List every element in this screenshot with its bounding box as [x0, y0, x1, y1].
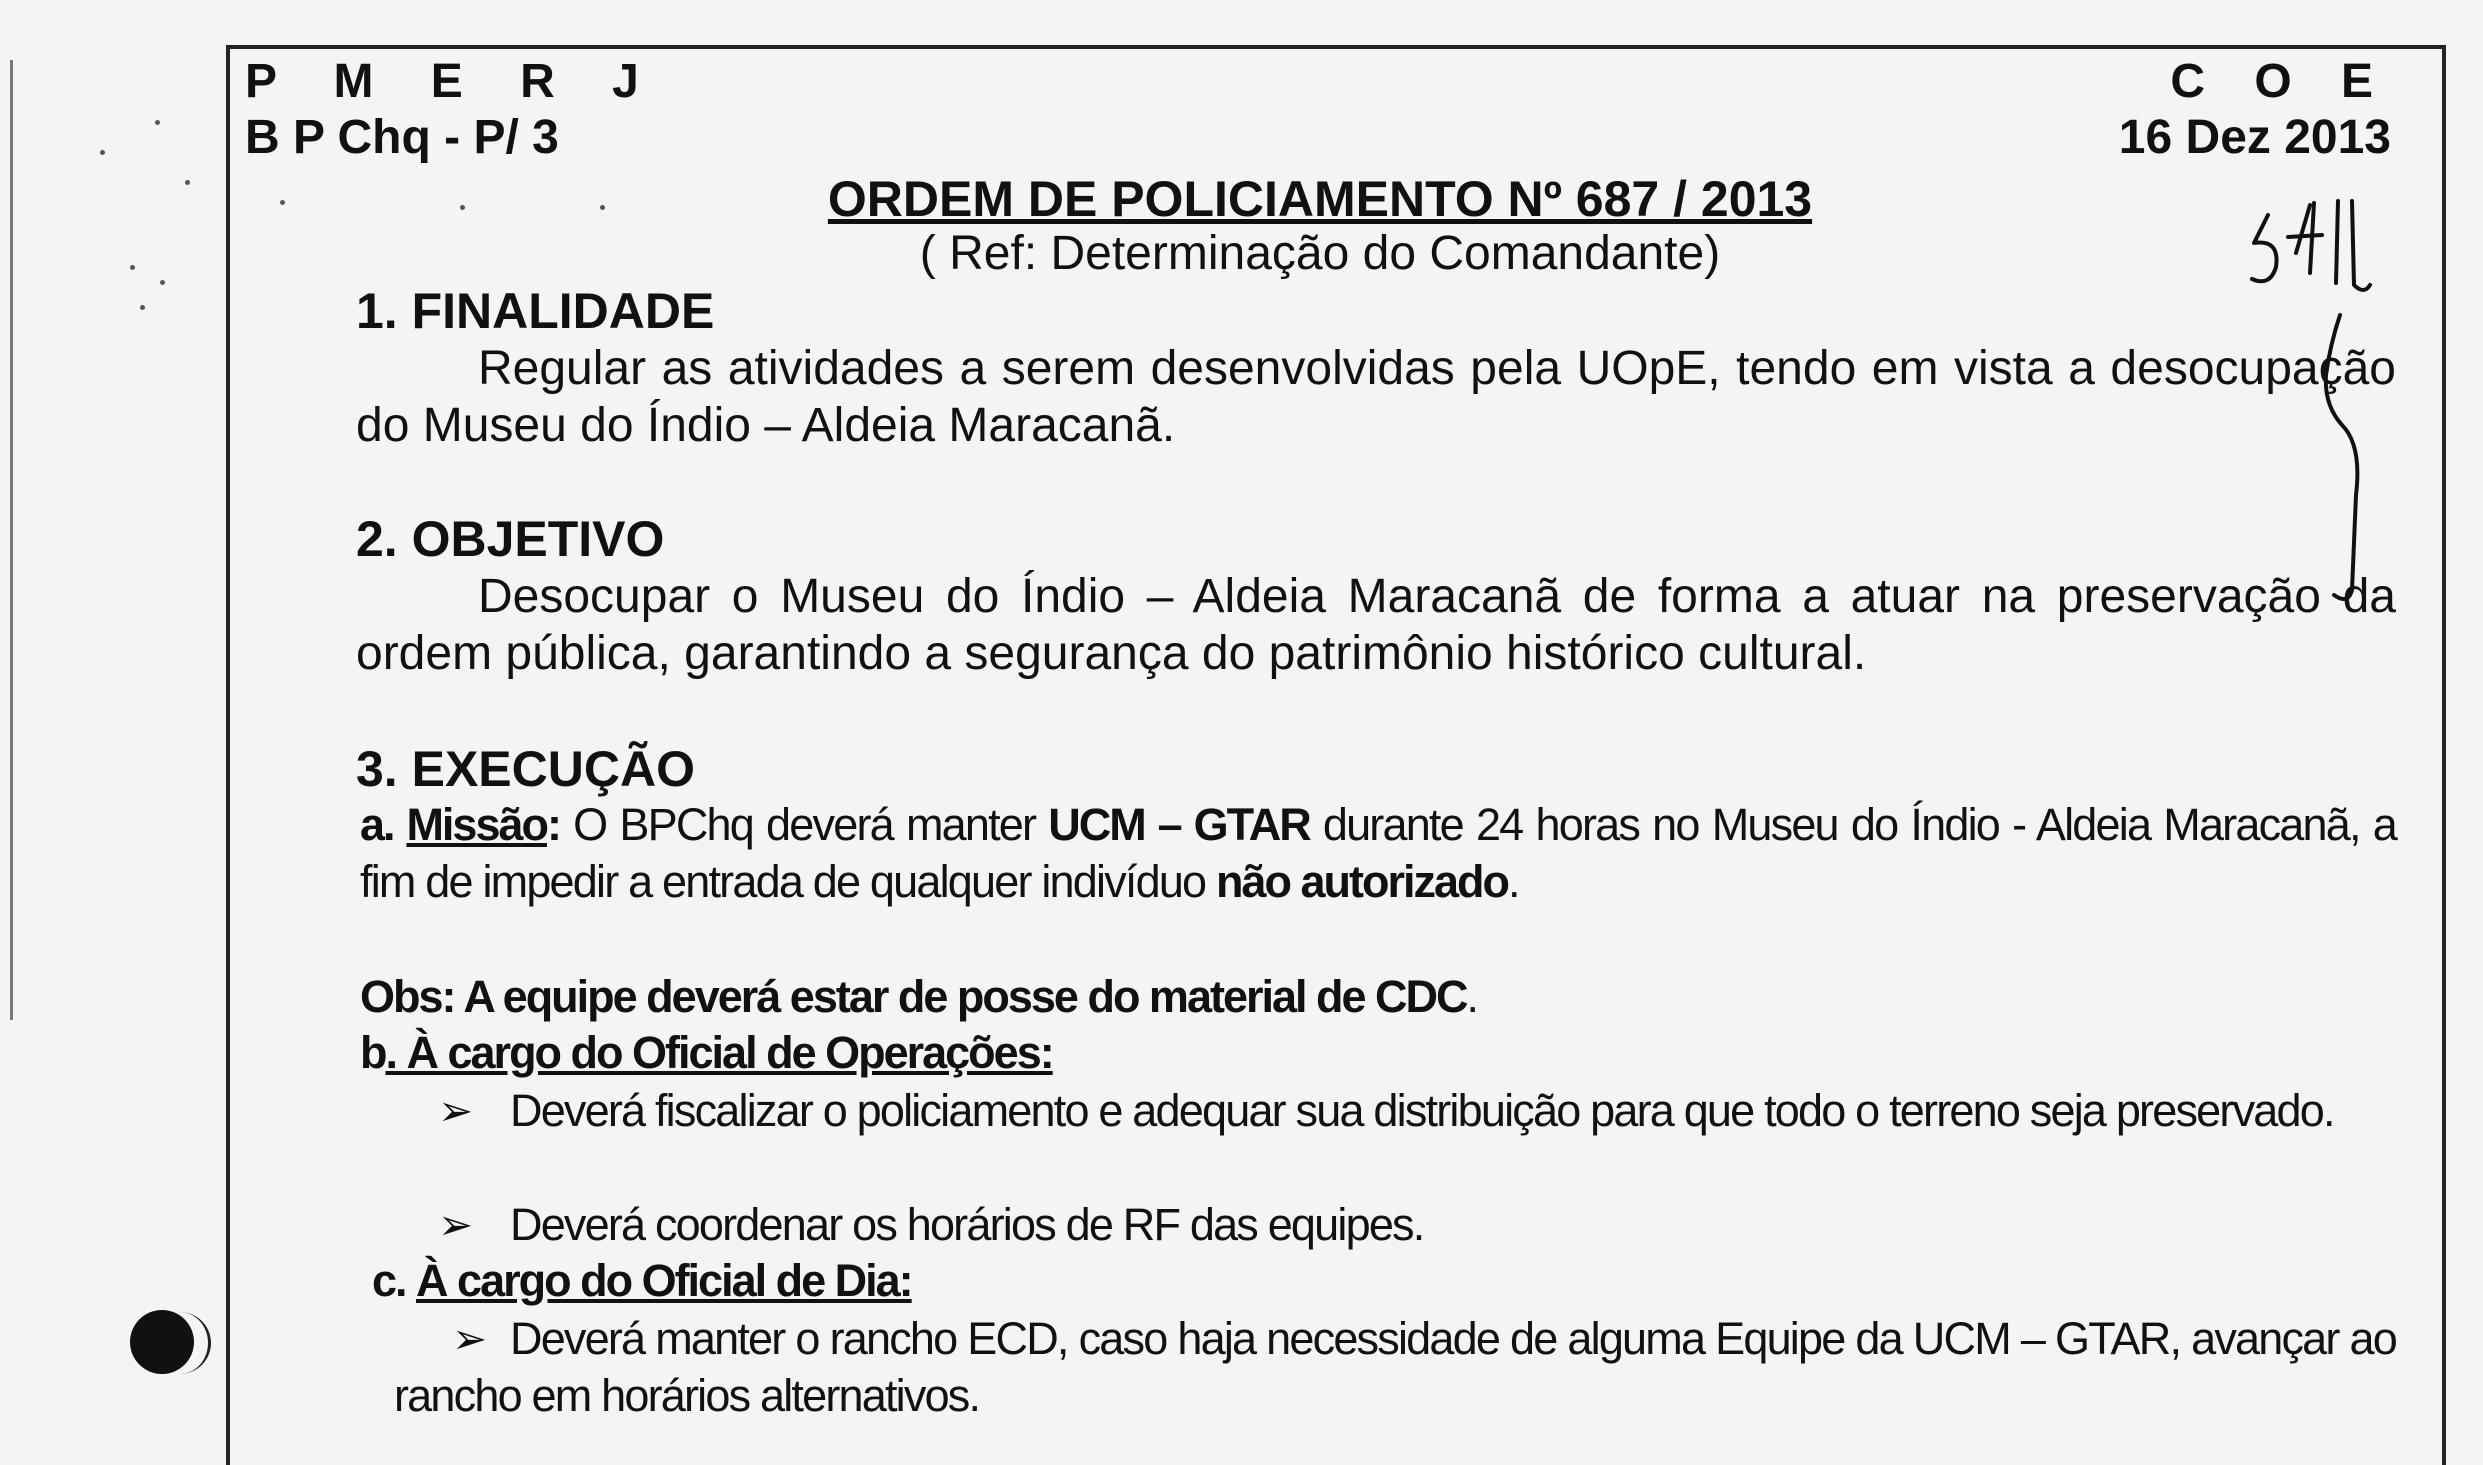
section-execucao-heading: 3. EXECUÇÃO	[356, 741, 695, 797]
missao-paragraph: a. Missão: O BPChq deverá manter UCM – GTAR durante 24 horas no Museu do Índio - Aldeia Maracanã, a fim de impedir a entrada de qualquer indivíduo não autorizado.	[360, 799, 2396, 907]
b-heading: b. À cargo do Oficial de Operações:	[360, 1027, 1053, 1078]
document-date: 16 Dez 2013	[2118, 111, 2391, 164]
handwritten-annotation	[2240, 195, 2410, 615]
obs-line: Obs: A equipe deverá estar de posse do material de CDC.	[360, 971, 1478, 1022]
arrowhead-bullet-icon: ➢	[452, 1315, 488, 1362]
arrowhead-bullet-icon: ➢	[438, 1201, 474, 1248]
coe-label: C O E	[2170, 55, 2391, 108]
section-finalidade-text: Regular as atividades a serem desenvolvidas pela UOpE, tendo em vista a desocupação do Museu do Índio – Aldeia Maracanã.	[356, 342, 2396, 452]
section-finalidade-heading: 1. FINALIDADE	[356, 283, 715, 339]
c-heading: c. À cargo do Oficial de Dia:	[372, 1255, 912, 1306]
punch-hole-arc	[178, 1312, 211, 1374]
speck	[155, 120, 160, 125]
org-name: P M E R J	[245, 55, 661, 108]
speck	[100, 150, 105, 155]
document-subtitle: ( Ref: Determinação do Comandante)	[919, 227, 1721, 280]
c-item-1: Deverá manter o rancho ECD, caso haja necessidade de alguma Equipe da UCM – GTAR, avançar ao rancho em horários alternativos.	[394, 1313, 2396, 1421]
speck	[140, 305, 145, 310]
section-objetivo-text: Desocupar o Museu do Índio – Aldeia Maracanã de forma a atuar na preservação da ordem pública, garantindo a segurança do patrimônio histórico cultural.	[356, 570, 2396, 680]
b-item-1: Deverá fiscalizar o policiamento e adequar sua distribuição para que todo o terreno seja preservado.	[510, 1085, 2334, 1136]
b-item-2: Deverá coordenar os horários de RF das equipes.	[510, 1199, 1424, 1250]
annotation-page-number: 541	[2240, 195, 2242, 196]
document-title: ORDEM DE POLICIAMENTO Nº 687 / 2013	[827, 171, 1813, 227]
unit-name: B P Chq - P/ 3	[245, 111, 559, 164]
arrowhead-bullet-icon: ➢	[438, 1087, 474, 1134]
section-objetivo-heading: 2. OBJETIVO	[356, 511, 665, 567]
